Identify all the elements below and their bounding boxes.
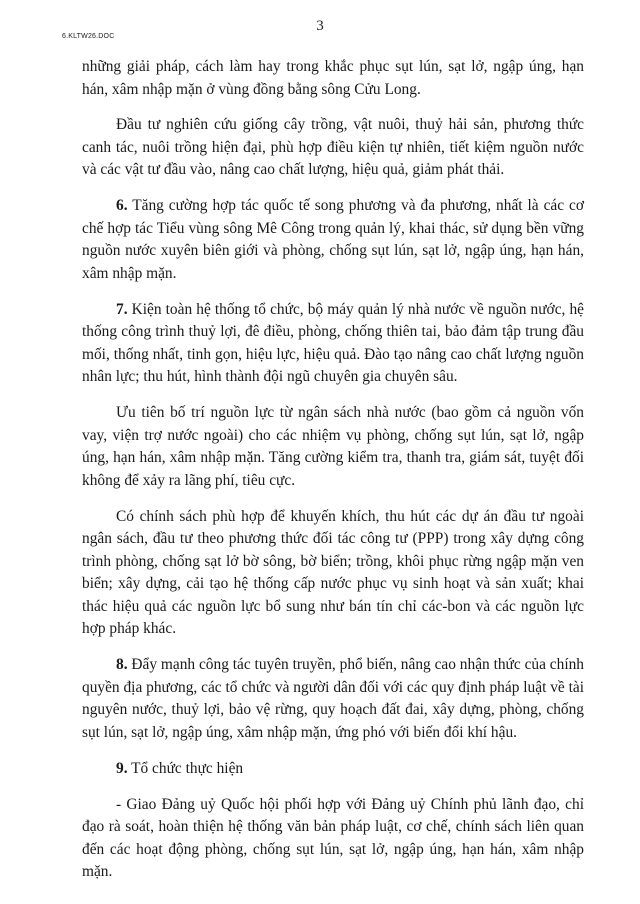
file-tag: 6.KLTW26.DOC <box>62 33 115 40</box>
section-number: 7. <box>116 300 128 318</box>
section-6 <box>82 195 584 285</box>
paragraph-text: Đầu tư nghiên cứu giống cây trồng, vật nuôi, thuỷ hải sản, phương thức canh tác, nuôi trồng hiện đại, phù hợp điều kiện tự nhiên, tiết kiệm nguồn nước và các vật tư đầu vào, nâng cao chất lượng, hiệu quả, giảm phát thải. <box>82 116 584 178</box>
paragraph <box>82 114 584 182</box>
section-number: 9. <box>116 759 128 777</box>
section-8 <box>82 654 584 744</box>
paragraph-text: Ưu tiên bố trí nguồn lực từ ngân sách nhà nước (bao gồm cả nguồn vốn vay, viện trợ nước ngoài) cho các nhiệm vụ phòng, chống sụt lún, sạt lở, ngập úng, hạn hán, xâm nhập mặn. Tăng cường kiểm tra, thanh tra, giám sát, tuyệt đối không để xảy ra lãng phí, tiêu cực. <box>82 404 584 489</box>
section-heading-text: Tổ chức thực hiện <box>127 759 244 777</box>
paragraph-text: Tăng cường hợp tác quốc tế song phương và đa phương, nhất là các cơ chế hợp tác Tiểu vùng sông Mê Công trong quản lý, khai thác, sử dụng bền vững nguồn nước xuyên biên giới và phòng, chống sụt lún, sạt lở, ngập úng, hạn hán, xâm nhập mặn. <box>82 197 584 282</box>
paragraph <box>82 506 584 641</box>
paragraph <box>82 56 584 101</box>
paragraph-text: Có chính sách phù hợp để khuyến khích, thu hút các dự án đầu tư ngoài ngân sách, đầu tư theo phương thức đối tác công tư (PPP) trong xây dựng công trình phòng, chống sạt lở bờ sông, bờ biển; trồng, khôi phục rừng ngập mặn ven biển; xây dựng, cải tạo hệ thống cấp nước phục vụ sinh hoạt và sản xuất; khai thác hiệu quả các nguồn lực bổ sung như bán tín chỉ các-bon và các nguồn lực hợp pháp khác. <box>82 507 584 637</box>
paragraph-text: những giải pháp, cách làm hay trong khắc phục sụt lún, sạt lở, ngập úng, hạn hán, xâm nhập mặn ở vùng đồng bằng sông Cửu Long. <box>82 58 584 98</box>
paragraph <box>82 794 584 884</box>
paragraph-text: Kiện toàn hệ thống tổ chức, bộ máy quản lý nhà nước về nguồn nước, hệ thống công trình thuỷ lợi, đê điều, phòng, chống thiên tai, bảo đảm tập trung đầu mối, thống nhất, tinh gọn, hiệu lực, hiệu quả. Đào tạo nâng cao chất lượng nguồn nhân lực; thu hút, hình thành đội ngũ chuyên gia chuyên sâu. <box>82 300 584 385</box>
page-number: 3 <box>316 18 324 34</box>
section-9-heading <box>82 758 584 781</box>
paragraph-text: Đẩy mạnh công tác tuyên truyền, phổ biến, nâng cao nhận thức của chính quyền địa phương, các tổ chức và người dân đối với các quy định pháp luật về tài nguyên nước, thuỷ lợi, bảo vệ rừng, quy hoạch đất đai, xây dựng, phòng, chống sụt lún, sạt lở, ngập úng, xâm nhập mặn, ứng phó với biến đổi khí hậu. <box>82 656 584 741</box>
section-number: 8. <box>116 656 128 673</box>
section-7 <box>82 299 584 389</box>
section-number: 6. <box>116 197 128 214</box>
document-body <box>82 56 584 897</box>
paragraph-text: - Giao Đảng uỷ Quốc hội phối hợp với Đảng uỷ Chính phủ lãnh đạo, chỉ đạo rà soát, hoàn thiện hệ thống văn bản pháp luật, cơ chế, chính sách liên quan đến các hoạt động phòng, chống sụt lún, sạt lở, ngập úng, hạn hán, xâm nhập mặn. <box>82 795 584 880</box>
paragraph <box>82 402 584 492</box>
